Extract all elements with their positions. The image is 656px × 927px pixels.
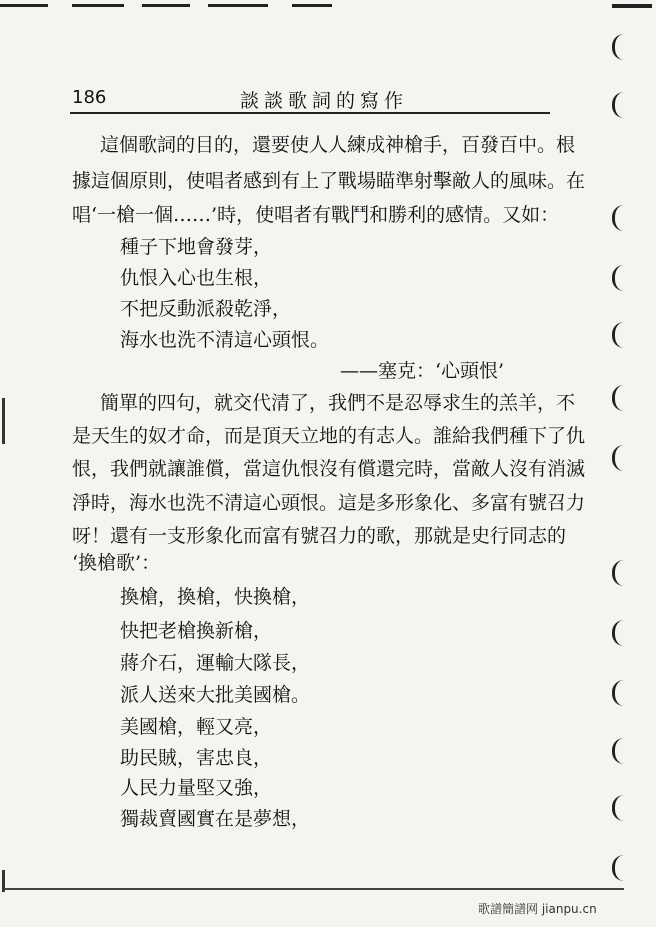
top-edge-mark: [612, 4, 652, 8]
paragraph-line: 呀！還有一支形象化而富有號召力的歌，那就是史行同志的: [72, 525, 567, 547]
bottom-edge-rule: [4, 888, 624, 890]
verse-line: 快把老槍換新槍，: [120, 620, 273, 642]
verse-line: 不把反動派殺乾淨，: [120, 298, 292, 320]
verse-line: 仇恨入心也生根，: [120, 267, 273, 289]
attribution: ——塞克：‘心頭恨’: [340, 360, 505, 382]
top-edge-mark: [0, 4, 48, 7]
margin-mark: [612, 445, 629, 471]
verse-line: 人民力量堅又強，: [120, 777, 273, 799]
verse-line: 獨裁賣國實在是夢想，: [120, 808, 311, 830]
margin-mark: [612, 560, 629, 586]
running-head: 談談歌詞的寫作: [240, 90, 409, 112]
verse-line: 美國槍，輕又亮，: [120, 716, 273, 738]
site-watermark: 歌譜簡譜网 jianpu.cn: [478, 902, 597, 916]
paragraph-line: 據這個原則，使唱者感到有上了戰場瞄準射擊敵人的風味。在: [72, 170, 586, 192]
top-edge-mark: [292, 4, 332, 7]
margin-mark: [612, 34, 629, 60]
verse-line: 蔣介石，運輸大隊長，: [120, 652, 311, 674]
paragraph-line: 恨，我們就讓誰償，當這仇恨沒有償還完時，當敵人沒有消滅: [72, 458, 586, 480]
margin-mark: [612, 92, 629, 118]
verse-line: 種子下地會發芽，: [120, 236, 273, 258]
paragraph-line: 淨時，海水也洗不清這心頭恨。這是多形象化、多富有號召力: [72, 492, 586, 514]
margin-mark: [612, 620, 629, 646]
margin-mark: [612, 795, 629, 821]
paragraph-line: 這個歌詞的目的，還要使人人練成神槍手，百發百中。根: [100, 134, 576, 156]
margin-mark: [612, 680, 629, 706]
paragraph-line: 唱‘一槍一個……’時，使唱者有戰鬥和勝利的感情。又如：: [72, 204, 560, 226]
verse-line: 派人送來大批美國槍。: [120, 684, 311, 706]
top-edge-mark: [72, 4, 124, 7]
margin-mark: [612, 322, 629, 348]
verse-line: 海水也洗不清這心頭恨。: [120, 329, 330, 351]
paragraph-line: 簡單的四句，就交代清了，我們不是忍辱求生的羔羊，不: [100, 392, 576, 414]
paragraph-line: 是天生的奴才命，而是頂天立地的有志人。誰給我們種下了仇: [72, 425, 586, 447]
top-edge-mark: [208, 4, 268, 7]
header-rule: [70, 112, 550, 114]
verse-line: 換槍，換槍，快換槍，: [120, 586, 311, 608]
margin-mark: [612, 205, 629, 231]
margin-mark: [612, 855, 629, 881]
verse-line: 助民賊，害忠良，: [120, 747, 273, 769]
margin-mark: [612, 738, 629, 764]
margin-mark: [612, 385, 629, 411]
left-edge-mark: [2, 398, 5, 444]
page-number: 186: [72, 87, 107, 108]
paragraph-line: ‘換槍歌’：: [72, 552, 161, 574]
top-edge-mark: [142, 4, 190, 7]
margin-mark: [612, 265, 629, 291]
